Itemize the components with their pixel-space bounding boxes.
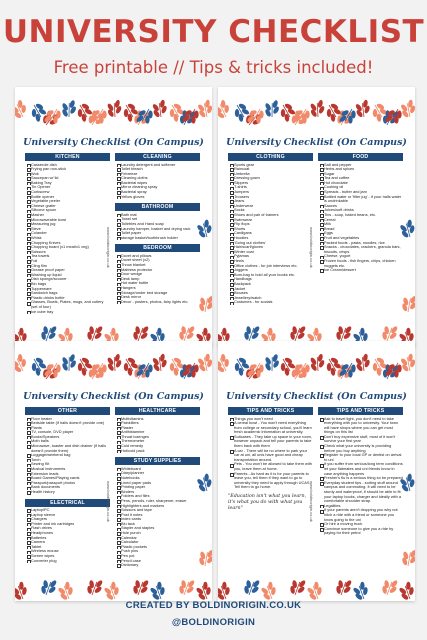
section-heading-study-supplies: STUDY SUPPLIES xyxy=(115,457,200,465)
checklist-item[interactable]: Swimwear xyxy=(228,218,313,223)
checklist-item[interactable]: Mirror cleaning spray xyxy=(115,185,200,190)
checklist-item[interactable]: Suitcases - They take up space in your room, however unpack and tell your parents to take them back with them xyxy=(228,435,313,449)
checklist-sheet-other xyxy=(15,341,212,601)
checklist-sheet-tips xyxy=(218,341,415,601)
checklist-item[interactable]: Blouses xyxy=(228,291,313,296)
checklist-items xyxy=(318,417,403,536)
leaf-icon xyxy=(414,101,415,125)
checklist-item[interactable]: T-shirts xyxy=(228,185,313,190)
checklist-item[interactable]: Cereal xyxy=(318,218,403,223)
checklist-item[interactable]: Jeans xyxy=(228,199,313,204)
checklist-item[interactable]: Washing up liquid xyxy=(25,273,110,278)
checklist-item[interactable]: Dish sponge/scourer xyxy=(25,277,110,282)
checklist-item[interactable]: Umbrella xyxy=(228,172,313,177)
website-watermark: www.boldinorigin.co.uk xyxy=(309,227,314,268)
section-heading-food: FOOD xyxy=(318,153,403,161)
checklist-item[interactable]: Health history xyxy=(25,490,110,495)
checklist-item[interactable]: A cereal bowl - You won't need everything from college or secondary school, you'll learn fresh academic information at university. xyxy=(228,421,313,435)
checklist-item[interactable]: Microwave, toaster and dish drainer (if halls doesn't provide them) xyxy=(25,444,110,453)
checklist-item[interactable]: Vegetable peeler xyxy=(25,199,110,204)
checklist-item[interactable]: Bum-bag to hold all your books etc. xyxy=(228,273,313,278)
checklist-item[interactable]: Bottled water or 'filter jug' - if your halls water is undrinkable xyxy=(318,195,403,204)
checklist-column xyxy=(228,407,313,512)
checklist-item[interactable]: Pets - You won't be allowed to take them with you, leave them at home. xyxy=(228,462,313,471)
checklist-item[interactable]: Corkscrew xyxy=(25,190,110,195)
checklist-item[interactable]: Toilet bleach xyxy=(115,167,200,172)
checklist-column xyxy=(115,153,200,308)
checklist-item[interactable]: Ask to travel light, you don't need to take everything with you to university. Your town will have shops where you can get most things on this list xyxy=(318,417,403,435)
sheet-title: University Checklist (On Campus) xyxy=(226,137,407,148)
checklist-item[interactable]: Desk mirror xyxy=(115,295,200,300)
checklist-item[interactable]: Office clothes - for job interviews etc. xyxy=(228,264,313,269)
checklist-item[interactable]: Towel set xyxy=(115,217,200,222)
leaf-icon xyxy=(379,576,400,598)
checklist-column xyxy=(318,153,403,277)
checklist-item[interactable]: Highlighters and markers xyxy=(115,504,200,509)
footer-credit: CREATED BY BOLDINORIGIN.CO.UK xyxy=(125,600,302,611)
checklist-item[interactable]: Shorts xyxy=(228,227,313,232)
checklist-column xyxy=(115,407,200,572)
checklist-item[interactable]: Socks xyxy=(228,208,313,213)
checklist-item[interactable]: Register to your local GP or dentist on arrival to uni xyxy=(318,453,403,462)
leaf-icon xyxy=(211,355,212,379)
leaf-icon xyxy=(56,580,77,601)
website-watermark: www.boldinorigin.co.uk xyxy=(309,481,314,522)
checklist-item[interactable]: Hot water bottle xyxy=(115,281,200,286)
checklist-item[interactable]: Screen wipes xyxy=(25,554,110,559)
checklist-item[interactable]: Eggs xyxy=(318,231,403,236)
checklist-item[interactable]: Calculator xyxy=(115,540,200,545)
checklist-items xyxy=(115,254,200,305)
checklist-item[interactable]: Sugar xyxy=(318,172,403,177)
checklist-item[interactable]: Salt and pepper xyxy=(318,163,403,168)
checklist-item[interactable]: Stapler and staples xyxy=(115,526,200,531)
checklist-item[interactable]: Décor - posters, photos, fairy lights etc. xyxy=(115,300,200,305)
checklist-item[interactable]: Batteries xyxy=(25,536,110,541)
checklist-item[interactable]: Parents - As hard as it is for your parents to leave you, tell them if they want to go to university they need to apply through UCAS. Tell them to go home. xyxy=(228,472,313,490)
checklist-item[interactable]: Hoodies xyxy=(228,236,313,241)
checklist-item[interactable]: TV, console, DVD player xyxy=(25,430,110,435)
checklist-item[interactable]: Hot chocolate xyxy=(318,181,403,186)
section-heading-electrical: ELECTRICAL xyxy=(25,499,110,507)
leaf-icon xyxy=(218,352,233,375)
checklist-item[interactable]: Headphones xyxy=(25,531,110,536)
checklist-item[interactable]: Wireless mouse xyxy=(25,549,110,554)
leaf-icon xyxy=(264,99,280,117)
checklist-item[interactable]: Bank documents xyxy=(25,485,110,490)
leaf-icon xyxy=(354,99,372,119)
checklist-item[interactable]: Bacterial wipes xyxy=(115,181,200,186)
checklist-item[interactable]: Casserole dish xyxy=(25,163,110,168)
checklist-item[interactable]: Sports gear xyxy=(228,163,313,168)
leaf-icon xyxy=(102,580,123,601)
checklist-item[interactable]: Bedside table (if halls doesn't provide one) xyxy=(25,421,110,426)
checklist-item[interactable]: Bin bags xyxy=(25,282,110,287)
checklist-items xyxy=(228,163,313,305)
checklist-item[interactable]: Index cards xyxy=(115,517,200,522)
checklist-item[interactable]: Hangers xyxy=(115,286,200,291)
checklist-items xyxy=(115,213,200,241)
checklist-item[interactable]: Printing paper xyxy=(115,485,200,490)
leaf-icon xyxy=(400,547,415,568)
checklist-item[interactable]: Toilet paper xyxy=(115,231,200,236)
checklist-item[interactable]: Diary/planner xyxy=(115,471,200,476)
checklist-item[interactable]: Dressing gown xyxy=(228,176,313,181)
leaf-icon xyxy=(194,580,212,601)
leaf-icon xyxy=(15,580,31,601)
checklist-item[interactable]: Convince someone to give you a ride by paying for their petrol xyxy=(318,527,403,536)
checklist-item[interactable]: Hair/scarf/gloves xyxy=(228,245,313,250)
leaf-icon xyxy=(305,580,326,601)
checklist-item[interactable]: Whiteboard xyxy=(115,467,200,472)
checklist-item[interactable]: Pyjamas xyxy=(228,254,313,259)
checklist-item[interactable]: Torch xyxy=(25,458,110,463)
section-heading-other: OTHER xyxy=(25,407,110,415)
checklist-item[interactable]: Joggers xyxy=(228,268,313,273)
section-heading-tips-and-tricks: TIPS AND TRICKS xyxy=(228,407,313,415)
leaf-icon xyxy=(400,293,415,314)
page-subtitle: Free printable // Tips & tricks included! xyxy=(53,58,374,77)
checklist-item[interactable]: Printer and ink cartridges xyxy=(25,522,110,527)
checklist-column xyxy=(228,153,313,309)
checklist-item[interactable]: Folders and files xyxy=(115,494,200,499)
checklist-item[interactable]: Cardigans xyxy=(228,231,313,236)
leaf-icon xyxy=(397,580,415,601)
checklist-item[interactable]: Floor heater xyxy=(25,417,110,422)
leaf-icon xyxy=(38,576,59,598)
checklist-item[interactable]: Cling film xyxy=(25,264,110,269)
leaf-icon xyxy=(309,353,326,372)
checklist-item[interactable]: Toiletries and Hand soap xyxy=(115,222,200,227)
website-watermark: www.boldinorigin.co.uk xyxy=(106,481,111,522)
checklist-item[interactable]: Or hire a moving truck xyxy=(318,522,403,527)
leaf-icon xyxy=(414,355,415,379)
leaf-icon xyxy=(211,101,212,125)
checklist-item[interactable]: Things you won't need xyxy=(228,417,313,422)
checklist-item[interactable]: Slippers xyxy=(228,181,313,186)
checklist-item[interactable]: Post it notes xyxy=(115,513,200,518)
checklist-item[interactable]: Tea and coffee xyxy=(318,176,403,181)
checklist-item[interactable]: Sauces xyxy=(318,204,403,209)
leaf-icon xyxy=(218,580,234,601)
checklist-item[interactable]: Saucepan w/ lid xyxy=(25,176,110,181)
checklist-item[interactable]: Storage/under bed storage xyxy=(115,291,200,296)
checklist-items xyxy=(115,163,200,200)
checklist-item[interactable]: Pencil case xyxy=(115,559,200,564)
checklist-item[interactable]: Wok xyxy=(25,172,110,177)
checklist-item[interactable]: Jumpers xyxy=(228,190,313,195)
checklist-item[interactable]: Passport/passport photos xyxy=(25,481,110,486)
leaf-icon xyxy=(84,576,105,598)
checklist-item[interactable]: Antihistamine xyxy=(115,430,200,435)
checklist-item[interactable]: Foil xyxy=(25,259,110,264)
checklist-item[interactable]: Blu tack xyxy=(115,522,200,527)
checklist-item[interactable]: Bread xyxy=(318,227,403,232)
checklist-items xyxy=(25,417,110,495)
sheet-title: University Checklist (On Campus) xyxy=(23,137,204,148)
checklist-item[interactable]: Door wedge xyxy=(115,272,200,277)
checklist-item[interactable]: A car - There will be no where to park your car at uni, all unis have good and cheap transportation around. xyxy=(228,449,313,463)
checklist-item[interactable]: Sewing Kit xyxy=(25,462,110,467)
checklist-item[interactable]: Luggage/weekend bag xyxy=(25,453,110,458)
leaf-icon xyxy=(259,580,280,601)
checklist-item[interactable]: Masher xyxy=(25,213,110,218)
checklist-item[interactable]: Converter plug xyxy=(25,559,110,564)
section-heading-cleaning: CLEANING xyxy=(115,153,200,161)
checklist-item[interactable]: Calendar xyxy=(115,536,200,541)
checklist-item[interactable]: Scissors xyxy=(25,250,110,255)
checklist-item[interactable]: Fresher's flu is a serious thing so be prepared xyxy=(318,476,403,481)
checklist-item[interactable]: Laundry detergent and softener xyxy=(115,163,200,168)
checklist-item[interactable]: Camera xyxy=(25,540,110,545)
checklist-item[interactable]: Laptop/PC xyxy=(25,508,110,513)
leaf-icon xyxy=(241,576,262,598)
checklist-item[interactable]: Frying pan non-stick xyxy=(25,167,110,172)
checklist-items xyxy=(115,417,200,454)
checklist-item[interactable]: Lined paper pads xyxy=(115,481,200,486)
checklist-item[interactable]: Trousers xyxy=(228,195,313,200)
checklist-item[interactable]: Heels xyxy=(228,259,313,264)
leaf-icon xyxy=(61,99,77,117)
section-heading-tips-and-tricks: TIPS AND TRICKS xyxy=(318,407,403,415)
section-heading-bedroom: BEDROOM xyxy=(115,244,200,252)
website-watermark: www.boldinorigin.co.uk xyxy=(106,227,111,268)
leaf-icon xyxy=(354,353,372,373)
checklist-sheet-clothing xyxy=(218,87,415,347)
checklist-item[interactable]: Plastic drinks bottle xyxy=(25,296,110,301)
leaf-icon xyxy=(218,98,233,121)
checklist-item[interactable]: Dictionary xyxy=(115,563,200,568)
checklist-item[interactable]: If your parents aren't dropping you why not hitch a ride with a friend or someone you know going to the uni xyxy=(318,508,403,522)
checklist-item[interactable]: Scissors and tape xyxy=(115,508,200,513)
checklist-item[interactable]: Jewellery/watch xyxy=(228,296,313,301)
leaf-icon xyxy=(333,576,354,598)
leaf-icon xyxy=(151,353,169,373)
leaf-icon xyxy=(15,98,30,121)
checklist-items xyxy=(318,163,403,273)
checklist-item[interactable]: Hot/cold pack xyxy=(115,449,200,454)
leaf-icon xyxy=(287,576,308,598)
checklist-item[interactable]: Chopping board (x1 meat/x1 veg) xyxy=(25,245,110,250)
checklist-item[interactable]: Laptop sleeve xyxy=(25,513,110,518)
checklist-item[interactable]: Desk lamp xyxy=(115,277,200,282)
checklist-item[interactable]: Cheese, yogurt xyxy=(318,254,403,259)
checklist-item[interactable]: Shoes and pair of trainers xyxy=(228,213,313,218)
checklist-item[interactable]: Fruit and vegetables xyxy=(318,236,403,241)
checklist-item[interactable]: Chopping Knives xyxy=(25,241,110,246)
checklist-item[interactable]: Thermometer xyxy=(115,439,200,444)
leaf-icon xyxy=(264,353,280,371)
section-heading-clothing: CLOTHING xyxy=(228,153,313,161)
sheet-title: University Checklist (On Campus) xyxy=(226,391,407,402)
checklist-item[interactable]: Grease proof paper xyxy=(25,268,110,273)
checklist-item[interactable]: Spreads - butter and jam xyxy=(318,190,403,195)
leaf-icon xyxy=(151,99,169,119)
checklist-item[interactable]: Chargers xyxy=(25,517,110,522)
checklist-item[interactable]: Throw blanket xyxy=(115,263,200,268)
checklist-item[interactable]: Don't buy expensive stuff, most of it won't survive your first year xyxy=(318,435,403,444)
checklist-item[interactable]: Whisk xyxy=(25,236,110,241)
checklist-sheet-kitchen xyxy=(15,87,212,347)
checklist-item[interactable]: Cooking oil xyxy=(318,185,403,190)
checklist-item[interactable]: Jacket xyxy=(228,287,313,292)
checklist-item[interactable]: Packed foods - pasta, noodles, rice xyxy=(318,241,403,246)
checklist-item[interactable]: Pens, pencils, ruler, sharpener, eraser xyxy=(115,499,200,504)
checklist-item[interactable]: Check what your university is providing before you buy anything xyxy=(318,444,403,453)
leaf-icon xyxy=(61,353,77,371)
checklist-item[interactable]: Musical instruments xyxy=(25,467,110,472)
checklist-item[interactable]: Tin Opener xyxy=(25,185,110,190)
checklist-item[interactable]: Ice Cream/dessert xyxy=(318,268,403,273)
checklist-item[interactable]: Duvet and pillows xyxy=(115,254,200,259)
checklist-item[interactable]: 'Going out clothes' xyxy=(228,241,313,246)
checklist-item[interactable]: If you suffer from serious/long term conditions let your flatmates and uni friends know in case anything happens xyxy=(318,462,403,476)
checklist-item[interactable]: Bacterial spray xyxy=(115,190,200,195)
checklist-item[interactable]: Handbags xyxy=(228,277,313,282)
checklist-items xyxy=(25,163,110,315)
quote-text: "Education isn't what you learn, it's what you do with what you learn" xyxy=(228,494,307,511)
checklist-item[interactable]: Plaster xyxy=(115,426,200,431)
leaf-icon xyxy=(176,576,197,598)
checklist-items xyxy=(115,467,200,568)
checklist-item[interactable]: Measuring jug xyxy=(25,222,110,227)
checklist-item[interactable]: Ice cube tray xyxy=(25,310,110,315)
checklist-item[interactable]: Tupperware xyxy=(25,287,110,292)
checklist-item[interactable]: Juices/soft drinks xyxy=(318,208,403,213)
checklist-item[interactable]: Backpack xyxy=(228,282,313,287)
footer-handle: @BOLDINORIGIN xyxy=(171,617,256,628)
checklist-item[interactable]: Cheese grater xyxy=(25,204,110,209)
leaf-icon xyxy=(351,580,372,601)
checklist-item[interactable]: Raincoat xyxy=(228,167,313,172)
checklist-item[interactable]: Flash drives xyxy=(25,526,110,531)
sheet-title: University Checklist (On Campus) xyxy=(23,391,204,402)
checklist-item[interactable]: Tins - soup, baked beans, etc. xyxy=(318,213,403,218)
checklist-item[interactable]: Hole punch xyxy=(115,531,200,536)
checklist-item[interactable]: Yellow gloves xyxy=(115,195,200,200)
page-title: UNIVERSITY CHECKLIST xyxy=(2,14,425,50)
checklist-column xyxy=(25,153,110,318)
leaf-icon xyxy=(130,576,151,598)
checklist-item[interactable]: Frozen foods - fish fingers, chips, chicken nuggets etc. xyxy=(318,259,403,268)
checklist-item[interactable]: Sandwich bags xyxy=(25,291,110,296)
checklist-item[interactable]: Push pins xyxy=(115,549,200,554)
checklist-item[interactable]: Pen pot xyxy=(115,554,200,559)
section-heading-bathroom: BATHROOM xyxy=(115,203,200,211)
checklist-item[interactable]: Flip flops xyxy=(228,222,313,227)
checklist-item[interactable]: Microwaveable bowl xyxy=(25,218,110,223)
checklist-item[interactable]: Cleaning cloths xyxy=(115,176,200,181)
checklist-item[interactable]: Snacks - chocolates, crackers, granola bars, biscuits, crisps xyxy=(318,245,403,254)
checklist-item[interactable]: Costumes - for socials xyxy=(228,300,313,305)
checklist-item[interactable]: Extension leads xyxy=(25,472,110,477)
checklist-item[interactable]: Tablet xyxy=(25,545,110,550)
checklist-item[interactable]: Plants xyxy=(25,426,110,431)
leaf-icon xyxy=(106,353,123,372)
checklist-item[interactable]: Sieve xyxy=(25,227,110,232)
leaf-icon xyxy=(148,580,169,601)
checklist-item[interactable]: Laundry hamper, basket and drying rack xyxy=(115,227,200,232)
checklist-item[interactable]: Mattress protector xyxy=(115,268,200,273)
checklist-item[interactable]: Plastic pockets xyxy=(115,545,200,550)
checklist-item[interactable]: Legalities xyxy=(318,504,403,509)
checklist-items xyxy=(228,417,313,491)
checklist-item[interactable]: Painkillers xyxy=(115,421,200,426)
checklist-item[interactable]: Bath mat xyxy=(115,213,200,218)
checklist-items xyxy=(25,508,110,563)
checklist-item[interactable]: Binders xyxy=(115,490,200,495)
checklist-item[interactable]: Silicone spoon xyxy=(25,208,110,213)
checklist-item[interactable]: Cold remedy xyxy=(115,444,200,449)
checklist-column xyxy=(25,407,110,567)
checklist-item[interactable]: Duvet sheet (x2) xyxy=(115,258,200,263)
checklist-item[interactable]: Febreeze xyxy=(115,172,200,177)
checklist-item[interactable]: Notebooks xyxy=(115,476,200,481)
checklist-item[interactable]: Everyday student tips - sorting stuff around campus and commuting. It will need to be sturdy and waterproof, it should be able to fit your laptop books, charger and ideally with a comfortable shoulder strap. xyxy=(318,481,403,504)
checklist-item[interactable]: Colander xyxy=(25,231,110,236)
checklist-item[interactable]: Multivitamins xyxy=(115,417,200,422)
checklist-item[interactable]: Board Games/Playing cards xyxy=(25,476,110,481)
checklist-item[interactable]: Throat lozenges xyxy=(115,435,200,440)
checklist-item[interactable]: Winter coat xyxy=(228,250,313,255)
checklist-item[interactable]: Glasses, Bowls, Plates, mugs, and cutlery (set of four) xyxy=(25,300,110,309)
checklist-item[interactable]: Books/Speakers xyxy=(25,435,110,440)
section-heading-healthcare: HEALTHCARE xyxy=(115,407,200,415)
checklist-column xyxy=(318,407,403,540)
checklist-item[interactable]: Baking Tray xyxy=(25,181,110,186)
leaf-icon xyxy=(309,99,326,118)
section-heading-kitchen: KITCHEN xyxy=(25,153,110,161)
checklist-item[interactable]: Herbs and spices xyxy=(318,167,403,172)
checklist-item[interactable]: Milk xyxy=(318,222,403,227)
leaf-icon xyxy=(15,352,30,375)
checklist-item[interactable]: Moth balls xyxy=(25,439,110,444)
checklist-item[interactable]: Tea towels xyxy=(25,254,110,259)
leaf-icon xyxy=(106,99,123,118)
checklist-item[interactable]: Bottle opener xyxy=(25,195,110,200)
checklist-item[interactable]: storage basket/toothbrush holder xyxy=(115,236,200,241)
checklist-item[interactable]: Underwear xyxy=(228,204,313,209)
